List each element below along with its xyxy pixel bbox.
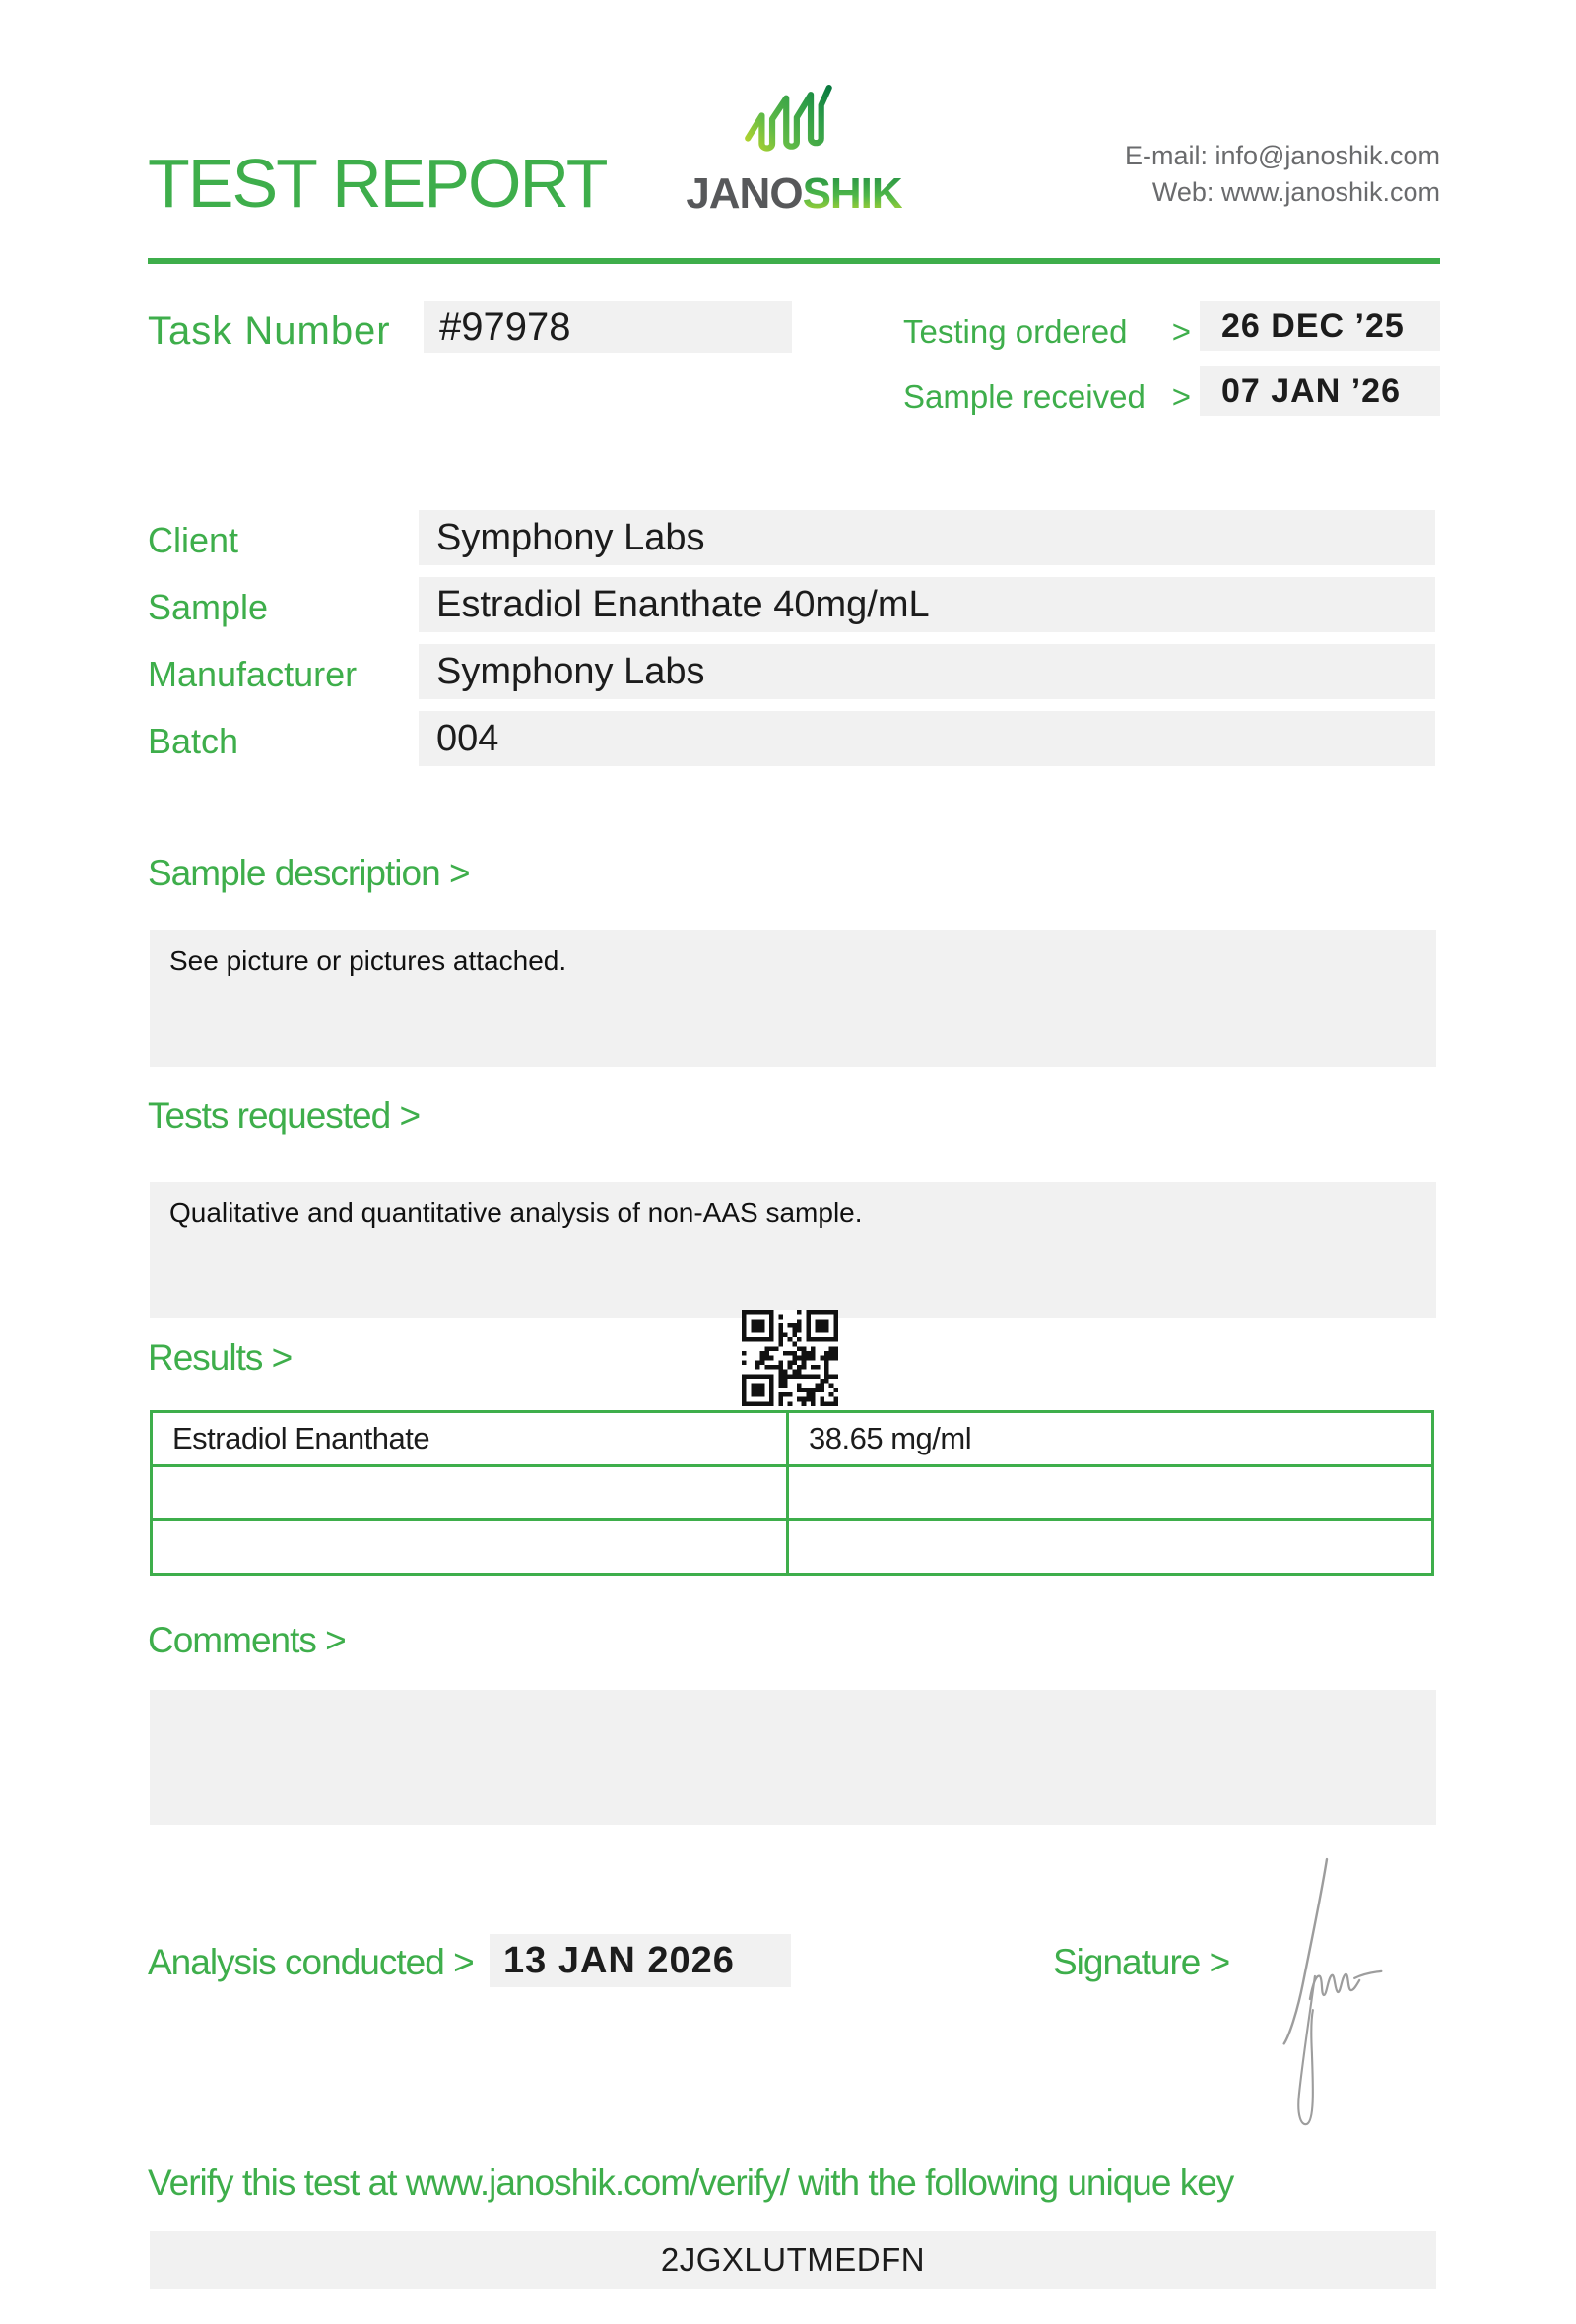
tests-requested-heading: Tests requested > bbox=[148, 1095, 421, 1135]
results-cell-empty bbox=[153, 1521, 789, 1573]
wordmark-jano: JANO bbox=[686, 169, 803, 218]
results-cell-substance: Estradiol Enanthate bbox=[153, 1413, 789, 1467]
page-title: TEST REPORT bbox=[148, 145, 607, 222]
tests-requested-text: Qualitative and quantitative analysis of non-AAS sample. bbox=[169, 1197, 863, 1228]
header-divider bbox=[148, 258, 1440, 264]
results-cell-value: 38.65 mg/ml bbox=[789, 1413, 1431, 1467]
batch-label: Batch bbox=[148, 721, 239, 761]
comments-heading: Comments > bbox=[148, 1620, 346, 1660]
comments-box bbox=[150, 1690, 1436, 1825]
sample-received-date: 07 JAN ’26 bbox=[1200, 366, 1440, 416]
verify-instruction: Verify this test at www.janoshik.com/verify/ with the following unique key bbox=[148, 2163, 1234, 2203]
janoshik-wordmark bbox=[678, 169, 910, 219]
analysis-conducted-date: 13 JAN 2026 bbox=[490, 1934, 791, 1987]
manufacturer-label: Manufacturer bbox=[148, 654, 358, 694]
testing-ordered-arrow-icon: > bbox=[1171, 313, 1191, 350]
sample-label: Sample bbox=[148, 587, 269, 627]
results-heading: Results > bbox=[148, 1337, 293, 1378]
client-value: Symphony Labs bbox=[419, 510, 1435, 565]
manufacturer-value: Symphony Labs bbox=[419, 644, 1435, 699]
verify-key: 2JGXLUTMEDFN bbox=[150, 2231, 1436, 2289]
signature-label: Signature > bbox=[1053, 1942, 1230, 1982]
batch-value: 004 bbox=[419, 711, 1435, 766]
results-cell-empty bbox=[153, 1467, 789, 1521]
results-table bbox=[150, 1410, 1434, 1576]
sample-received-label bbox=[903, 378, 1191, 416]
sample-description-heading: Sample description > bbox=[148, 853, 470, 893]
contact-email: E-mail: info@janoshik.com bbox=[1124, 141, 1440, 170]
task-number-value: #97978 bbox=[424, 301, 792, 353]
client-label: Client bbox=[148, 520, 239, 560]
janoshik-logo-icon bbox=[741, 81, 835, 158]
testing-ordered-date: 26 DEC ’25 bbox=[1200, 301, 1440, 351]
contact-block bbox=[987, 138, 1440, 211]
sample-description-text: See picture or pictures attached. bbox=[169, 945, 567, 976]
sample-description-box bbox=[150, 930, 1436, 1067]
qr-code bbox=[742, 1310, 838, 1406]
analysis-conducted-label: Analysis conducted > bbox=[148, 1942, 474, 1982]
sample-value: Estradiol Enanthate 40mg/mL bbox=[419, 577, 1435, 632]
contact-web: Web: www.janoshik.com bbox=[1151, 177, 1440, 207]
testing-ordered-text: Testing ordered bbox=[903, 313, 1128, 350]
task-number-label: Task Number bbox=[148, 309, 391, 353]
sample-received-arrow-icon: > bbox=[1171, 378, 1191, 415]
results-cell-empty bbox=[789, 1467, 1431, 1521]
testing-ordered-label bbox=[903, 313, 1191, 351]
results-cell-empty bbox=[789, 1521, 1431, 1573]
handwritten-signature bbox=[1263, 1849, 1393, 2137]
sample-received-text: Sample received bbox=[903, 378, 1146, 415]
tests-requested-box bbox=[150, 1182, 1436, 1318]
wordmark-shik: SHIK bbox=[802, 169, 902, 218]
